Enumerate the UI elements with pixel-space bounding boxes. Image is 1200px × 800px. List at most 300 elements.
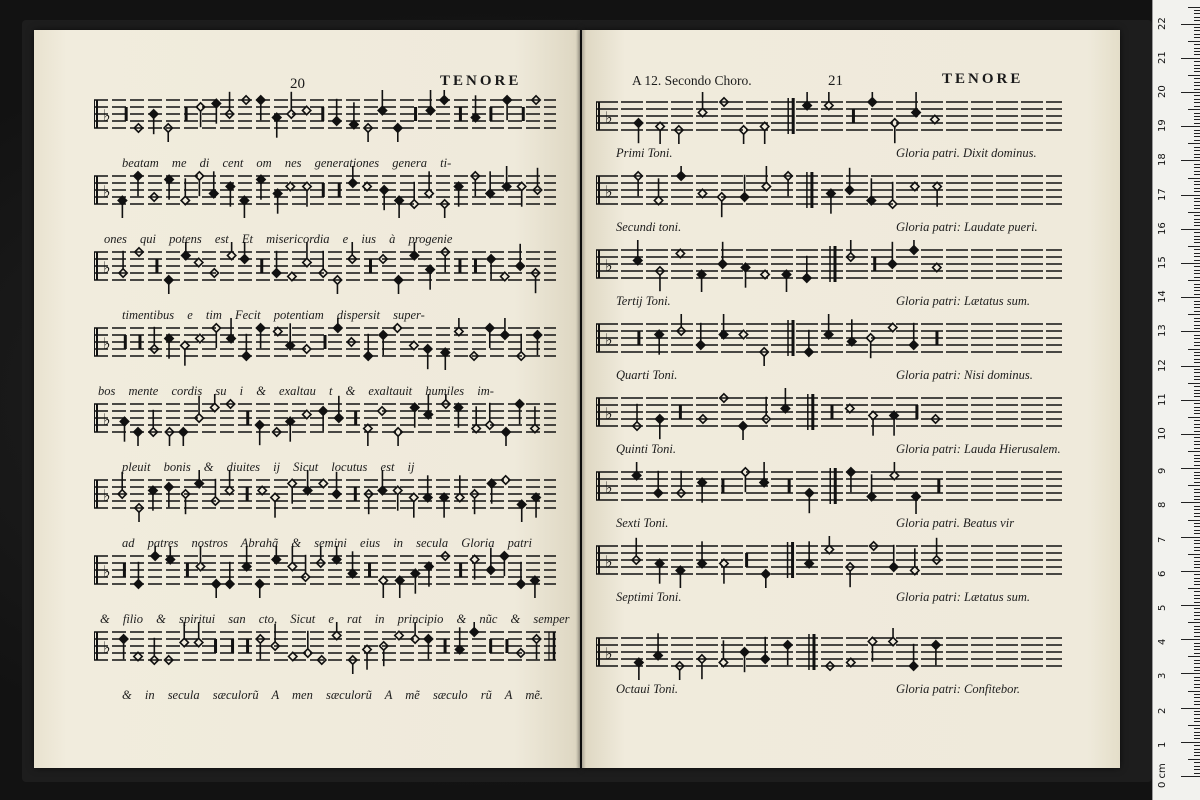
- right-page-number: 21: [828, 73, 843, 89]
- ruler-tick: [1194, 386, 1200, 387]
- svg-text:♭: ♭: [103, 562, 111, 581]
- ruler-tick: [1194, 150, 1200, 151]
- ruler-tick: [1188, 691, 1200, 692]
- svg-text:♭: ♭: [605, 108, 613, 127]
- left-running-title: TENORE: [440, 73, 522, 89]
- ruler-tick: [1194, 718, 1200, 719]
- ruler-tick: [1194, 523, 1200, 524]
- music-staff: [94, 242, 556, 294]
- ruler-tick: [1194, 318, 1200, 319]
- ruler-tick: [1194, 201, 1200, 202]
- ruler-tick: [1181, 92, 1200, 93]
- svg-text:♭: ♭: [103, 410, 111, 429]
- ruler-tick: [1194, 424, 1200, 425]
- ruler-tick: [1194, 578, 1200, 579]
- ruler-tick: [1194, 492, 1200, 493]
- ruler-tick: [1194, 564, 1200, 565]
- ruler-tick: [1194, 567, 1200, 568]
- ruler-number: 17: [1157, 187, 1168, 201]
- gloria-incipit: Gloria patri: Lætatus sum.: [896, 294, 1031, 308]
- ruler-tick: [1194, 17, 1200, 18]
- ruler-tick: [1188, 417, 1200, 418]
- right-page: [582, 30, 1120, 768]
- ruler-tick: [1194, 732, 1200, 733]
- ruler-tick: [1194, 123, 1200, 124]
- ruler-tick: [1188, 759, 1200, 760]
- ruler-tick: [1188, 485, 1200, 486]
- ruler-tick: [1194, 735, 1200, 736]
- ruler-number: 19: [1157, 119, 1168, 133]
- lyric-line: & filio & spiritui san cto, Sicut e rat in principio & nũc & semper: [100, 612, 570, 626]
- svg-text:♭: ♭: [605, 256, 613, 275]
- ruler-tick: [1194, 513, 1200, 514]
- ruler-tick: [1194, 574, 1200, 575]
- ruler-tick: [1181, 331, 1200, 332]
- ruler-tick: [1194, 465, 1200, 466]
- lyric-line: pleuit bonis & diuites ij Sicut locutus est ij: [122, 460, 415, 474]
- ruler-tick: [1194, 667, 1200, 668]
- ruler-tick: [1194, 242, 1200, 243]
- svg-text:♭: ♭: [605, 478, 613, 497]
- ruler-tick: [1194, 496, 1200, 497]
- chorus-heading: A 12. Secondo Choro.: [632, 73, 752, 88]
- ruler-tick: [1194, 85, 1200, 86]
- ruler-tick: [1194, 239, 1200, 240]
- ruler-tick: [1194, 82, 1200, 83]
- ruler-tick: [1194, 54, 1200, 55]
- ruler-tick: [1181, 126, 1200, 127]
- ruler-tick: [1194, 677, 1200, 678]
- ruler-tick: [1188, 75, 1200, 76]
- tone-label: Quinti Toni.: [616, 442, 676, 456]
- gloria-incipit: Gloria patri: Confitebor.: [896, 682, 1020, 696]
- ruler-tick: [1194, 516, 1200, 517]
- ruler-tick: [1194, 738, 1200, 739]
- ruler-tick: [1188, 41, 1200, 42]
- ruler-tick: [1194, 273, 1200, 274]
- ruler-tick: [1181, 537, 1200, 538]
- lyric-line: beatam me di cent om nes generationes genera ti-: [122, 156, 452, 170]
- ruler-tick: [1194, 307, 1200, 308]
- ruler-tick: [1194, 441, 1200, 442]
- ruler-tick: [1194, 13, 1200, 14]
- ruler-tick: [1194, 65, 1200, 66]
- ruler-tick: [1194, 506, 1200, 507]
- ruler-tick: [1194, 99, 1200, 100]
- ruler-tick: [1188, 725, 1200, 726]
- ruler-tick: [1194, 157, 1200, 158]
- ruler-number: 13: [1157, 324, 1168, 338]
- ruler-tick: [1194, 697, 1200, 698]
- ruler-tick: [1194, 164, 1200, 165]
- ruler-tick: [1181, 468, 1200, 469]
- ruler-tick: [1194, 626, 1200, 627]
- ruler-number: 21: [1157, 51, 1168, 64]
- ruler-number: 22: [1157, 16, 1168, 30]
- ruler-tick: [1194, 660, 1200, 661]
- ruler-tick: [1194, 629, 1200, 630]
- ruler-tick: [1188, 451, 1200, 452]
- ruler-tick: [1194, 174, 1200, 175]
- ruler-tick: [1194, 376, 1200, 377]
- ruler-tick: [1194, 413, 1200, 414]
- svg-text:♭: ♭: [103, 334, 111, 353]
- ruler-tick: [1194, 188, 1200, 189]
- ruler-tick: [1181, 195, 1200, 196]
- ruler-tick: [1194, 649, 1200, 650]
- ruler-tick: [1194, 119, 1200, 120]
- ruler-number: 1: [1157, 741, 1168, 748]
- ruler-tick: [1194, 61, 1200, 62]
- ruler-tick: [1188, 349, 1200, 350]
- music-staff: [94, 622, 556, 674]
- ruler-tick: [1181, 639, 1200, 640]
- ruler-tick: [1194, 749, 1200, 750]
- svg-text:♭: ♭: [605, 330, 613, 349]
- ruler-number: 3: [1157, 673, 1168, 680]
- ruler-tick: [1194, 232, 1200, 233]
- ruler-tick: [1194, 499, 1200, 500]
- ruler-tick: [1188, 280, 1200, 281]
- measuring-ruler: [1152, 0, 1200, 800]
- lyric-line: bos mente cordis su i & exaltau t & exaltauit humiles im-: [98, 384, 494, 398]
- svg-text:♭: ♭: [605, 182, 613, 201]
- ruler-tick: [1194, 215, 1200, 216]
- ruler-tick: [1194, 489, 1200, 490]
- ruler-number: 11: [1157, 393, 1168, 406]
- gloria-incipit: Gloria patri. Dixit dominus.: [896, 146, 1037, 160]
- ruler-tick: [1194, 301, 1200, 302]
- ruler-tick: [1194, 362, 1200, 363]
- music-staff: [596, 314, 1062, 366]
- ruler-number: 5: [1157, 604, 1168, 611]
- ruler-number: 9: [1157, 467, 1168, 475]
- music-staff: [94, 318, 556, 370]
- lyric-line: ad patres nostros Abrahã & semini eius in secula Gloria patri: [122, 536, 532, 550]
- ruler-tick: [1194, 475, 1200, 476]
- ruler-tick: [1194, 762, 1200, 763]
- music-staff: [596, 628, 1062, 680]
- ruler-tick: [1194, 584, 1200, 585]
- ruler-tick: [1194, 294, 1200, 295]
- ruler-tick: [1194, 557, 1200, 558]
- ruler-tick: [1194, 581, 1200, 582]
- ruler-tick: [1194, 615, 1200, 616]
- ruler-tick: [1194, 632, 1200, 633]
- svg-text:♭: ♭: [103, 182, 111, 201]
- ruler-tick: [1194, 222, 1200, 223]
- ruler-tick: [1194, 455, 1200, 456]
- ruler-tick: [1194, 198, 1200, 199]
- ruler-tick: [1181, 229, 1200, 230]
- ruler-tick: [1194, 270, 1200, 271]
- ruler-tick: [1194, 20, 1200, 21]
- ruler-tick: [1194, 147, 1200, 148]
- ruler-tick: [1194, 345, 1200, 346]
- ruler-tick: [1194, 51, 1200, 52]
- ruler-tick: [1194, 355, 1200, 356]
- ruler-tick: [1194, 181, 1200, 182]
- ruler-tick: [1194, 44, 1200, 45]
- ruler-tick: [1194, 95, 1200, 96]
- ruler-tick: [1194, 191, 1200, 192]
- svg-text:♭: ♭: [103, 258, 111, 277]
- ruler-tick: [1181, 605, 1200, 606]
- ruler-tick: [1194, 236, 1200, 237]
- ruler-tick: [1188, 588, 1200, 589]
- ruler-tick: [1194, 277, 1200, 278]
- ruler-tick: [1194, 359, 1200, 360]
- ruler-tick: [1188, 314, 1200, 315]
- ruler-tick: [1194, 71, 1200, 72]
- ruler-tick: [1188, 246, 1200, 247]
- ruler-tick: [1194, 530, 1200, 531]
- ruler-tick: [1194, 140, 1200, 141]
- ruler-tick: [1194, 636, 1200, 637]
- ruler-tick: [1194, 266, 1200, 267]
- ruler-tick: [1181, 263, 1200, 264]
- ruler-tick: [1194, 167, 1200, 168]
- music-staff: [596, 240, 1062, 292]
- ruler-tick: [1188, 656, 1200, 657]
- tone-label: Quarti Toni.: [616, 368, 678, 382]
- ruler-tick: [1194, 102, 1200, 103]
- ruler-tick: [1181, 24, 1200, 25]
- ruler-tick: [1194, 372, 1200, 373]
- ruler-tick: [1194, 745, 1200, 746]
- svg-text:♭: ♭: [103, 638, 111, 657]
- tone-label: Sexti Toni.: [616, 516, 669, 530]
- music-staff: [596, 462, 1062, 514]
- ruler-tick: [1194, 253, 1200, 254]
- ruler-tick: [1194, 328, 1200, 329]
- book-gutter: [576, 30, 586, 768]
- ruler-tick: [1194, 608, 1200, 609]
- ruler-tick: [1194, 369, 1200, 370]
- ruler-tick: [1188, 143, 1200, 144]
- lyric-line: timentibus e tim Fecit potentiam dispersit super-: [122, 308, 425, 322]
- ruler-tick: [1194, 225, 1200, 226]
- svg-text:♭: ♭: [605, 552, 613, 571]
- ruler-tick: [1194, 663, 1200, 664]
- ruler-tick: [1194, 602, 1200, 603]
- ruler-tick: [1194, 714, 1200, 715]
- gloria-incipit: Gloria patri: Lætatus sum.: [896, 590, 1031, 604]
- ruler-tick: [1194, 543, 1200, 544]
- ruler-number: 15: [1157, 256, 1168, 269]
- ruler-number: 8: [1157, 502, 1168, 509]
- ruler-tick: [1194, 598, 1200, 599]
- ruler-tick: [1194, 325, 1200, 326]
- ruler-tick: [1194, 472, 1200, 473]
- ruler-tick: [1194, 379, 1200, 380]
- ruler-tick: [1194, 116, 1200, 117]
- ruler-tick: [1194, 338, 1200, 339]
- ruler-tick: [1188, 178, 1200, 179]
- ruler-tick: [1194, 287, 1200, 288]
- ruler-tick: [1194, 78, 1200, 79]
- ruler-tick: [1194, 482, 1200, 483]
- right-running-title: TENORE: [942, 71, 1024, 87]
- ruler-tick: [1194, 208, 1200, 209]
- ruler-tick: [1181, 776, 1200, 777]
- ruler-tick: [1194, 304, 1200, 305]
- ruler-tick: [1194, 653, 1200, 654]
- ruler-tick: [1181, 434, 1200, 435]
- lyric-line: & in secula sæculorũ A men sæculorũ A mẽ sæculo rũ A mẽ.: [122, 688, 544, 702]
- ruler-tick: [1181, 58, 1200, 59]
- ruler-tick: [1194, 48, 1200, 49]
- ruler-tick: [1194, 410, 1200, 411]
- ruler-tick: [1194, 335, 1200, 336]
- ruler-tick: [1194, 393, 1200, 394]
- ruler-tick: [1181, 673, 1200, 674]
- ruler-tick: [1194, 30, 1200, 31]
- ruler-tick: [1194, 478, 1200, 479]
- music-staff: [94, 546, 556, 598]
- ruler-tick: [1194, 113, 1200, 114]
- ruler-tick: [1194, 721, 1200, 722]
- music-staff: [596, 92, 1062, 144]
- ruler-tick: [1181, 366, 1200, 367]
- ruler-tick: [1194, 420, 1200, 421]
- ruler-tick: [1194, 684, 1200, 685]
- ruler-tick: [1194, 550, 1200, 551]
- ruler-tick: [1194, 701, 1200, 702]
- ruler-tick: [1188, 622, 1200, 623]
- ruler-tick: [1194, 290, 1200, 291]
- svg-text:♭: ♭: [605, 404, 613, 423]
- ruler-tick: [1181, 400, 1200, 401]
- ruler-number: 10: [1157, 427, 1168, 440]
- ruler-tick: [1194, 171, 1200, 172]
- ruler-tick: [1188, 383, 1200, 384]
- ruler-tick: [1194, 427, 1200, 428]
- gloria-incipit: Gloria patri: Lauda Hierusalem.: [896, 442, 1061, 456]
- ruler-tick: [1194, 711, 1200, 712]
- ruler-tick: [1181, 742, 1200, 743]
- ruler-tick: [1181, 502, 1200, 503]
- ruler-tick: [1194, 680, 1200, 681]
- ruler-tick: [1194, 133, 1200, 134]
- ruler-tick: [1188, 520, 1200, 521]
- ruler-tick: [1194, 533, 1200, 534]
- ruler-number: 12: [1157, 358, 1168, 372]
- ruler-tick: [1194, 311, 1200, 312]
- ruler-number: 4: [1157, 638, 1168, 646]
- ruler-tick: [1194, 205, 1200, 206]
- ruler-tick: [1194, 342, 1200, 343]
- ruler-tick: [1188, 212, 1200, 213]
- ruler-number: 2: [1157, 707, 1168, 714]
- tone-label: Secundi toni.: [616, 220, 682, 234]
- tone-label: Tertij Toni.: [616, 294, 671, 308]
- ruler-tick: [1194, 461, 1200, 462]
- ruler-tick: [1194, 670, 1200, 671]
- ruler-tick: [1194, 643, 1200, 644]
- ruler-tick: [1194, 34, 1200, 35]
- ruler-tick: [1194, 396, 1200, 397]
- ruler-tick: [1194, 766, 1200, 767]
- ruler-tick: [1194, 591, 1200, 592]
- ruler-number: 0 cm: [1157, 763, 1168, 788]
- ruler-tick: [1194, 390, 1200, 391]
- ruler-tick: [1194, 448, 1200, 449]
- ruler-tick: [1194, 704, 1200, 705]
- ruler-number: 16: [1157, 222, 1168, 235]
- music-staff: [94, 394, 556, 446]
- ruler-tick: [1194, 284, 1200, 285]
- ruler-tick: [1181, 160, 1200, 161]
- ruler-number: 6: [1157, 570, 1168, 577]
- ruler-tick: [1188, 554, 1200, 555]
- tone-label: Septimi Toni.: [616, 590, 682, 604]
- ruler-tick: [1194, 444, 1200, 445]
- ruler-tick: [1194, 595, 1200, 596]
- ruler-tick: [1188, 7, 1200, 8]
- ruler-tick: [1194, 431, 1200, 432]
- ruler-tick: [1194, 130, 1200, 131]
- ruler-tick: [1194, 769, 1200, 770]
- ruler-tick: [1194, 540, 1200, 541]
- ruler-tick: [1194, 755, 1200, 756]
- ruler-tick: [1194, 68, 1200, 69]
- ruler-tick: [1194, 184, 1200, 185]
- ruler-tick: [1194, 249, 1200, 250]
- ruler-tick: [1194, 352, 1200, 353]
- ruler-tick: [1194, 458, 1200, 459]
- music-staff: [596, 388, 1062, 440]
- ruler-tick: [1194, 89, 1200, 90]
- ruler-tick: [1194, 403, 1200, 404]
- gloria-incipit: Gloria patri: Laudate pueri.: [896, 220, 1038, 234]
- ruler-tick: [1194, 694, 1200, 695]
- ruler-tick: [1194, 646, 1200, 647]
- ruler-number: 20: [1157, 85, 1168, 98]
- music-staff: [596, 536, 1062, 588]
- gloria-incipit: Gloria patri. Beatus vir: [896, 516, 1015, 530]
- ruler-tick: [1194, 154, 1200, 155]
- gloria-incipit: Gloria patri: Nisi dominus.: [896, 368, 1033, 382]
- ruler-tick: [1181, 297, 1200, 298]
- left-page-number: 20: [290, 76, 305, 92]
- svg-text:♭: ♭: [103, 106, 111, 125]
- ruler-number: 18: [1157, 153, 1168, 167]
- ruler-tick: [1194, 619, 1200, 620]
- ruler-tick: [1194, 37, 1200, 38]
- ruler-tick: [1194, 437, 1200, 438]
- ruler-number: 7: [1157, 536, 1168, 543]
- ruler-tick: [1194, 509, 1200, 510]
- music-staff: [94, 470, 556, 522]
- ruler-tick: [1194, 10, 1200, 11]
- ruler-tick: [1181, 571, 1200, 572]
- tone-label: Primi Toni.: [616, 146, 673, 160]
- ruler-tick: [1194, 773, 1200, 774]
- ruler-tick: [1194, 407, 1200, 408]
- ruler-tick: [1194, 27, 1200, 28]
- ruler-tick: [1188, 109, 1200, 110]
- svg-text:♭: ♭: [605, 644, 613, 663]
- ruler-tick: [1194, 547, 1200, 548]
- ruler-tick: [1194, 219, 1200, 220]
- music-staff: [94, 166, 556, 218]
- ruler-tick: [1194, 561, 1200, 562]
- ruler-tick: [1194, 752, 1200, 753]
- ruler-tick: [1194, 260, 1200, 261]
- ruler-tick: [1194, 612, 1200, 613]
- tone-label: Octaui Toni.: [616, 682, 679, 696]
